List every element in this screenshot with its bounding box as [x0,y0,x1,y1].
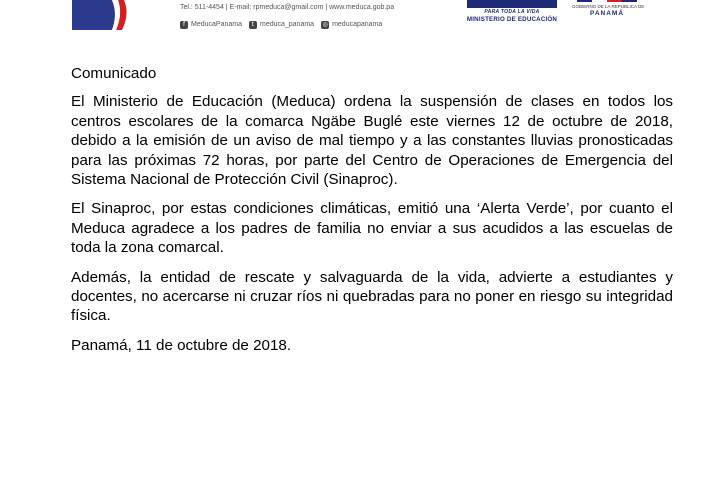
government-logo [572,0,645,30]
communique-body [71,64,673,365]
communique-heading: Comunicado [71,65,157,82]
instagram-handle: meducapanama [332,21,383,28]
letterhead [0,0,720,40]
government-country: PANAMÁ [589,10,625,17]
social-links [180,20,430,30]
meduca-logo [462,0,562,30]
paragraph-warning: Además, la entidad de rescate y salvaguarda de la vida, advierte a estudiantes y docentes, no acercarse ni cruzar ríos ni quebradas para no poner en riesgo su integridad física. [71,268,673,325]
twitter-icon: t [249,21,257,29]
contact-line: Tel.: 511-4454 | E-mail: rpmeduca@gmail.com | www.meduca.gob.pa [180,4,395,11]
twitter-handle: meduca_panama [259,21,315,28]
meduca-emblem-logo [72,0,138,30]
meduca-tagline: PARA TODA LA VIDA [484,9,540,15]
contact-block [180,3,430,30]
panama-flag-stripe [577,0,637,2]
dateline: Panamá, 11 de octubre de 2018. [71,336,292,354]
meduca-logo-banner [467,0,557,8]
facebook-icon: f [180,21,188,29]
government-line: GOBIERNO DE LA REPÚBLICA DE [572,4,645,9]
paragraph-suspension: El Ministerio de Educación (Meduca) ordena la suspensión de clases en todos los centros escolares de la comarca Ngäbe Buglé este viernes 12 de octubre de 2018, debido a la emisión de un aviso de mal tiempo y a las constantes lluvias pronosticadas para las próximas 72 horas, por parte del Centro de Operaciones de Emergencia del Sistema Nacional de Protección Civil (Sinaproc). [71,93,673,189]
meduca-ministry-name: MINISTERIO DE EDUCACIÓN [466,16,558,23]
instagram-icon: ◎ [322,21,328,28]
facebook-handle: MeducaPanama [191,21,242,28]
paragraph-alert: El Sinaproc, por estas condiciones climáticas, emitió una ‘Alerta Verde’, por cuanto el Meduca agradece a los padres de familia no enviar a sus acudidos a las escuelas de toda la zona comarcal. [71,200,673,257]
